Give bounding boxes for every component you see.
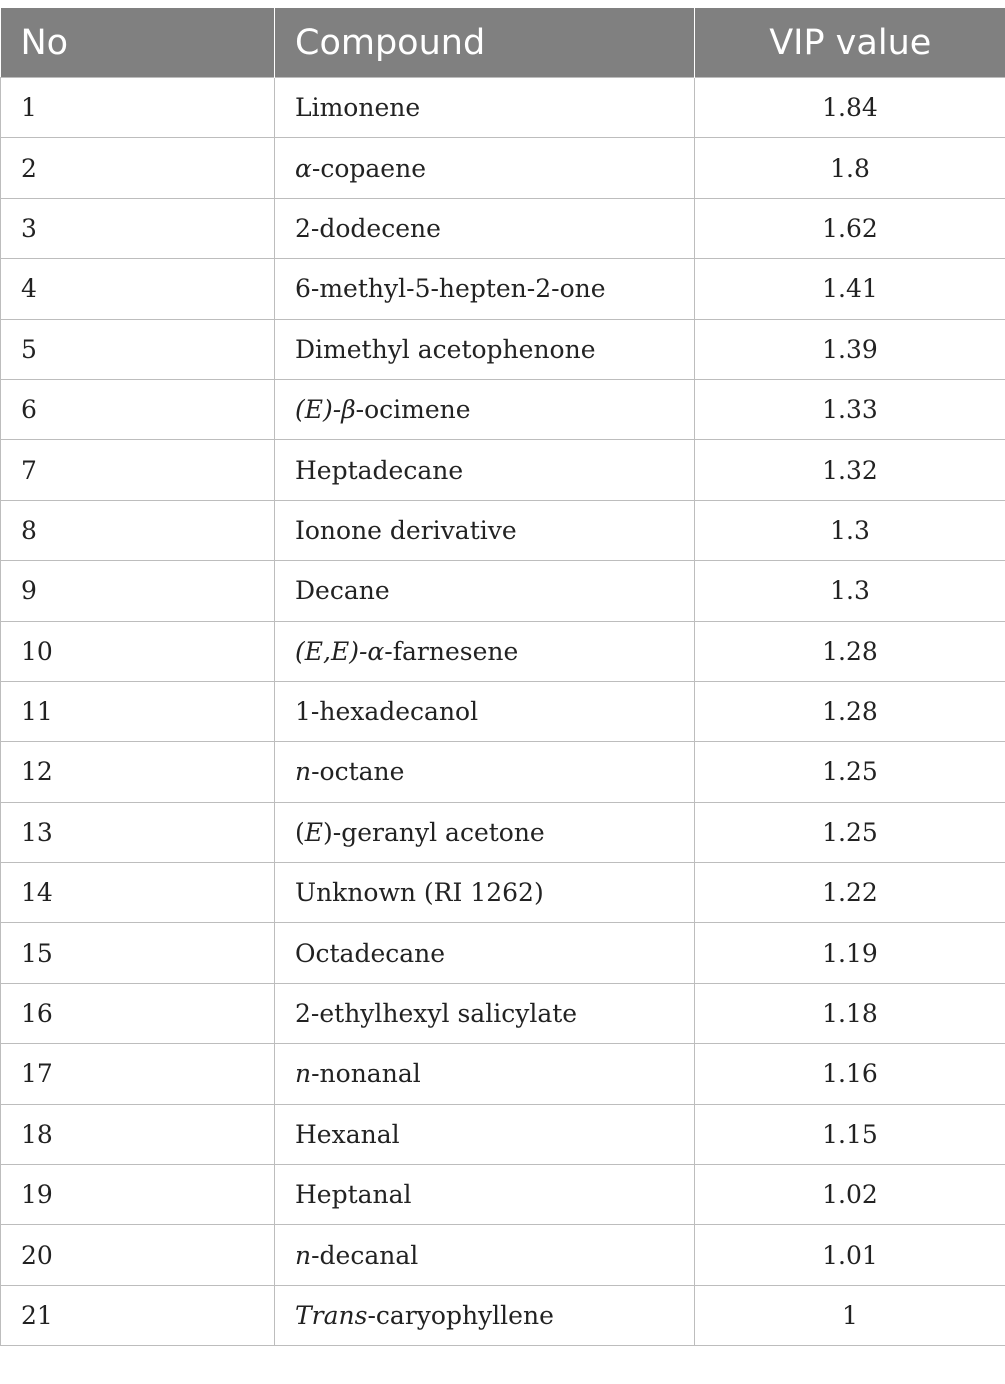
compound-name: -caryophyllene xyxy=(367,1301,554,1330)
compound-italic: Trans xyxy=(295,1301,368,1330)
cell-compound xyxy=(275,500,695,560)
cell-no: 18 xyxy=(1,1104,275,1164)
cell-compound xyxy=(275,1285,695,1345)
cell-compound xyxy=(275,1104,695,1164)
cell-vip-value: 1.25 xyxy=(695,742,1005,802)
cell-compound xyxy=(275,379,695,439)
table-row xyxy=(1,259,1005,319)
cell-no: 13 xyxy=(1,802,275,862)
compound-name: 1-hexadecanol xyxy=(295,697,479,727)
cell-vip-value: 1.3 xyxy=(695,561,1005,621)
cell-no: 9 xyxy=(1,561,275,621)
compound-name: Limonene xyxy=(295,93,421,123)
cell-vip-value: 1.32 xyxy=(695,440,1005,500)
table-row xyxy=(1,1104,1005,1164)
compound-name: 2-dodecene xyxy=(295,213,441,243)
header-compound: Compound xyxy=(275,8,695,78)
cell-no: 5 xyxy=(1,319,275,379)
cell-compound xyxy=(275,742,695,802)
table-row xyxy=(1,1165,1005,1225)
compound-name: Hexanal xyxy=(295,1119,400,1149)
compound-name: Dimethyl acetophenone xyxy=(295,334,596,364)
header-no: No xyxy=(1,8,275,78)
table-row xyxy=(1,78,1005,138)
header-row xyxy=(1,8,1005,78)
cell-vip-value: 1.28 xyxy=(695,621,1005,681)
cell-vip-value: 1.02 xyxy=(695,1165,1005,1225)
table-row xyxy=(1,1044,1005,1104)
cell-compound xyxy=(275,681,695,741)
table-row xyxy=(1,802,1005,862)
cell-compound xyxy=(275,923,695,983)
compound-name: -copaene xyxy=(311,153,426,183)
cell-no: 19 xyxy=(1,1165,275,1225)
compound-name: Heptadecane xyxy=(295,455,464,485)
cell-vip-value: 1.28 xyxy=(695,681,1005,741)
compound-name: -decanal xyxy=(311,1240,419,1270)
table-row xyxy=(1,440,1005,500)
cell-no: 17 xyxy=(1,1044,275,1104)
compound-italic: (E)-β xyxy=(295,395,356,425)
cell-compound xyxy=(275,621,695,681)
cell-compound xyxy=(275,138,695,198)
cell-vip-value: 1.3 xyxy=(695,500,1005,560)
cell-no: 14 xyxy=(1,863,275,923)
compound-name: -farnesene xyxy=(384,636,519,666)
cell-vip-value: 1.25 xyxy=(695,802,1005,862)
compound-name: -ocimene xyxy=(355,395,471,425)
table-header xyxy=(1,8,1005,78)
cell-no: 7 xyxy=(1,440,275,500)
table-row xyxy=(1,621,1005,681)
compound-name: )-geranyl acetone xyxy=(323,817,545,847)
cell-no: 3 xyxy=(1,198,275,258)
cell-compound xyxy=(275,561,695,621)
compound-italic: E xyxy=(304,817,324,847)
compound-italic: n xyxy=(295,1059,312,1089)
table-row xyxy=(1,983,1005,1043)
table-row xyxy=(1,923,1005,983)
table-row xyxy=(1,500,1005,560)
compound-name: Decane xyxy=(295,576,390,606)
cell-vip-value: 1.41 xyxy=(695,259,1005,319)
cell-compound xyxy=(275,1225,695,1285)
table-row xyxy=(1,1225,1005,1285)
table-row xyxy=(1,863,1005,923)
cell-no: 4 xyxy=(1,259,275,319)
cell-no: 21 xyxy=(1,1285,275,1345)
table-row xyxy=(1,379,1005,439)
cell-no: 12 xyxy=(1,742,275,802)
cell-vip-value: 1.22 xyxy=(695,863,1005,923)
cell-no: 6 xyxy=(1,379,275,439)
table-row xyxy=(1,561,1005,621)
cell-vip-value: 1.62 xyxy=(695,198,1005,258)
cell-no: 1 xyxy=(1,78,275,138)
cell-vip-value: 1.8 xyxy=(695,138,1005,198)
cell-vip-value: 1.19 xyxy=(695,923,1005,983)
cell-vip-value: 1.01 xyxy=(695,1225,1005,1285)
compound-italic: n xyxy=(295,757,312,787)
cell-no: 11 xyxy=(1,681,275,741)
cell-vip-value: 1 xyxy=(695,1285,1005,1345)
cell-compound xyxy=(275,983,695,1043)
cell-vip-value: 1.18 xyxy=(695,983,1005,1043)
cell-compound xyxy=(275,1165,695,1225)
compound-name: Unknown (RI 1262) xyxy=(295,878,544,908)
header-vip-value: VIP value xyxy=(695,8,1005,78)
cell-no: 10 xyxy=(1,621,275,681)
table-row xyxy=(1,138,1005,198)
cell-no: 15 xyxy=(1,923,275,983)
compound-name: -nonanal xyxy=(311,1059,421,1089)
cell-no: 20 xyxy=(1,1225,275,1285)
cell-compound xyxy=(275,802,695,862)
table-row xyxy=(1,742,1005,802)
compound-name: 6-methyl-5-hepten-2-one xyxy=(295,274,606,304)
compound-italic: n xyxy=(295,1240,312,1270)
compound-name: -octane xyxy=(311,757,405,787)
compound-italic: (E,E)-α xyxy=(295,636,385,666)
cell-compound xyxy=(275,78,695,138)
compound-name: Heptanal xyxy=(295,1180,412,1210)
compound-prefix: ( xyxy=(295,817,305,847)
vip-table xyxy=(0,8,1005,1346)
cell-no: 8 xyxy=(1,500,275,560)
table-row xyxy=(1,198,1005,258)
cell-no: 16 xyxy=(1,983,275,1043)
cell-vip-value: 1.15 xyxy=(695,1104,1005,1164)
compound-italic: α xyxy=(295,153,312,183)
compound-name: Ionone derivative xyxy=(295,515,517,545)
cell-compound xyxy=(275,259,695,319)
cell-vip-value: 1.39 xyxy=(695,319,1005,379)
table-row xyxy=(1,319,1005,379)
table-row xyxy=(1,1285,1005,1345)
cell-compound xyxy=(275,440,695,500)
cell-compound xyxy=(275,198,695,258)
compound-name: Octadecane xyxy=(295,938,446,968)
cell-vip-value: 1.33 xyxy=(695,379,1005,439)
cell-no: 2 xyxy=(1,138,275,198)
table-row xyxy=(1,681,1005,741)
cell-compound xyxy=(275,863,695,923)
cell-compound xyxy=(275,1044,695,1104)
compound-name: 2-ethylhexyl salicylate xyxy=(295,999,578,1029)
cell-compound xyxy=(275,319,695,379)
table-body xyxy=(1,78,1005,1346)
cell-vip-value: 1.84 xyxy=(695,78,1005,138)
cell-vip-value: 1.16 xyxy=(695,1044,1005,1104)
vip-table-container xyxy=(0,8,1005,1346)
